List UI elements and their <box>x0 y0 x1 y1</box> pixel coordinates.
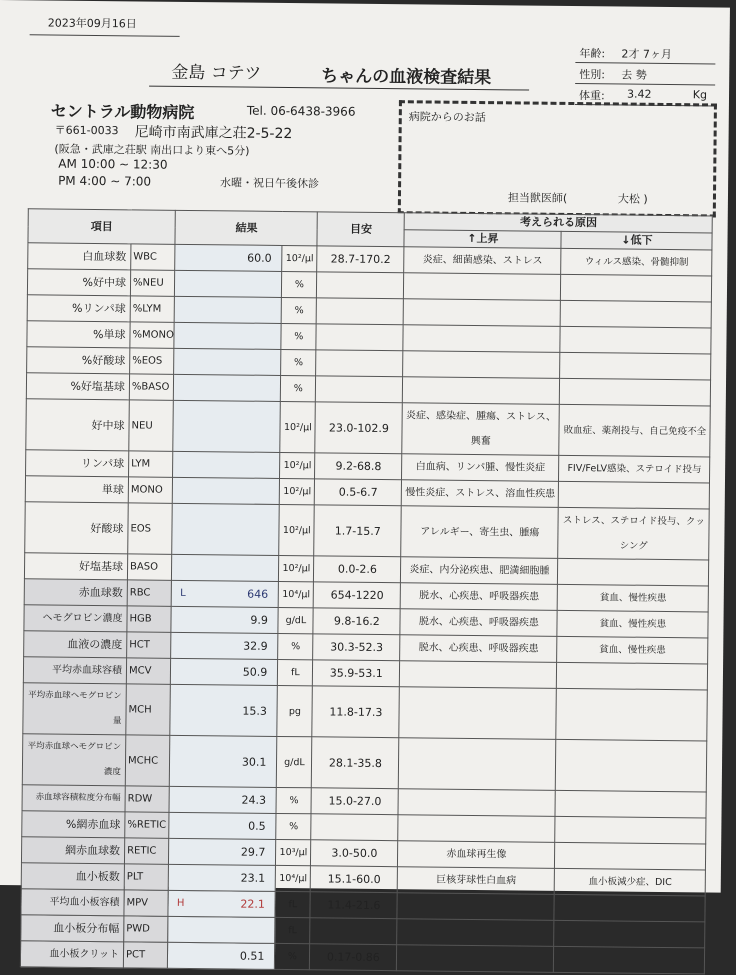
cause-increase <box>399 738 557 791</box>
cause-decrease <box>560 300 711 328</box>
header-ref: 目安 <box>317 212 404 247</box>
header-item: 項目 <box>28 209 176 245</box>
reference-range: 15.1-60.0 <box>311 866 398 893</box>
test-code: HGB <box>127 606 172 632</box>
test-code: NEU <box>129 400 174 451</box>
sex-value: 去 勢 <box>621 68 647 82</box>
result-cell <box>174 348 281 375</box>
reference-range: 15.0-27.0 <box>311 788 398 815</box>
cause-increase <box>397 893 554 921</box>
result-unit: 10²/μl <box>280 478 315 504</box>
report-title: ちゃんの血液検査結果 <box>321 66 492 89</box>
result-unit: fL <box>275 917 310 943</box>
test-name: 単球 <box>25 476 128 503</box>
cause-increase: 炎症、細菌感染、ストレス <box>404 247 561 275</box>
test-name: 白血球数 <box>28 243 131 270</box>
result-cell <box>175 270 282 297</box>
result-unit: fL <box>275 891 310 917</box>
cause-increase <box>403 377 560 405</box>
test-code: HCT <box>127 632 172 658</box>
cause-increase <box>398 789 555 817</box>
cause-increase <box>400 661 557 689</box>
reference-range: 11.8-17.3 <box>312 686 400 738</box>
test-code: PWD <box>124 916 169 942</box>
reference-range: 9.8-16.2 <box>313 608 400 635</box>
reference-range: 1.7-15.7 <box>314 505 402 557</box>
result-value: 50.9 <box>242 665 268 679</box>
result-cell <box>173 477 280 504</box>
test-name: 赤血球数 <box>24 579 127 606</box>
test-name: %リンパ球 <box>27 295 130 322</box>
doctor-name: 大松 ) <box>617 192 648 206</box>
report-date: 2023年09月16日 <box>47 16 137 31</box>
reference-range: 11.4-21.6 <box>310 892 397 919</box>
test-name: 血液の濃度 <box>24 631 127 658</box>
test-name: ヘモグロビン濃度 <box>24 605 127 632</box>
test-name: %好酸球 <box>27 347 130 374</box>
message-title: 病院からのお話 <box>408 110 486 125</box>
result-value: 29.7 <box>240 845 266 859</box>
test-code: %MONO <box>130 322 175 348</box>
test-code: RETIC <box>124 838 169 864</box>
reference-range <box>311 814 398 841</box>
test-name: 好酸球 <box>25 502 129 554</box>
header-up: ↑上昇 <box>404 230 561 249</box>
test-code: PLT <box>124 864 169 890</box>
table-row <box>25 502 710 560</box>
result-unit: 10⁴/μl <box>276 865 311 891</box>
cause-decrease <box>560 352 711 380</box>
result-value: 15.3 <box>242 704 267 718</box>
hours-am: AM 10:00 ~ 12:30 <box>58 156 168 172</box>
test-code: %RETIC <box>125 812 170 838</box>
cause-increase: アレルギー、寄生虫、腫瘍 <box>401 506 559 559</box>
test-code: MCH <box>126 684 171 735</box>
clinic-tel: Tel. 06-6438-3966 <box>246 103 356 119</box>
test-code: RDW <box>125 786 170 812</box>
result-cell <box>174 374 281 401</box>
result-cell <box>169 812 276 839</box>
result-cell <box>168 890 275 917</box>
result-unit: 10²/μl <box>280 401 316 452</box>
cause-increase <box>403 351 560 379</box>
result-value: 646 <box>247 587 269 601</box>
cause-increase: 炎症、感染症、腫瘍、ストレス、興奮 <box>402 403 560 456</box>
result-value: 60.0 <box>247 251 272 265</box>
cause-increase <box>403 325 560 353</box>
cause-decrease <box>558 558 709 586</box>
sex-label: 性別: <box>579 68 606 82</box>
patient-name: 金島 コテツ <box>171 62 262 84</box>
reference-range: 9.2-68.8 <box>315 453 402 480</box>
cause-decrease: ウィルス感染、骨髄抑制 <box>561 248 712 276</box>
cause-increase: 脱水、心疾患、呼吸器疾患 <box>401 583 558 611</box>
result-cell <box>172 503 280 555</box>
result-unit: % <box>275 943 310 969</box>
test-code: BASO <box>127 554 172 580</box>
result-value: 32.9 <box>243 639 268 653</box>
result-cell <box>174 322 281 349</box>
result-value: 22.1 <box>240 897 265 911</box>
test-name: 血小板クリット <box>20 941 123 968</box>
cause-decrease <box>561 274 712 302</box>
doctor-label: 担当獣医師( <box>507 191 568 205</box>
result-unit: g/dL <box>278 607 313 633</box>
test-code: WBC <box>131 244 176 270</box>
clinic-closed-days: 水曜・祝日午後休診 <box>220 176 320 191</box>
cause-increase: 脱水、心疾患、呼吸器疾患 <box>400 635 557 663</box>
table-row <box>26 399 711 457</box>
result-unit: 10²/μl <box>279 555 314 581</box>
clinic-name: セントラル動物病院 <box>50 101 195 123</box>
test-name: 平均血小板容積 <box>21 889 124 916</box>
result-cell <box>169 838 276 865</box>
header-down: ↓低下 <box>561 231 712 250</box>
result-cell <box>173 400 281 452</box>
result-value: 0.51 <box>239 949 265 963</box>
cause-decrease: 貧血、慢性疾患 <box>557 584 708 612</box>
clinic-hours <box>58 156 168 191</box>
result-cell <box>171 606 278 633</box>
test-name: リンパ球 <box>26 450 129 477</box>
test-name: %好中球 <box>27 269 130 296</box>
result-unit: 10²/μl <box>282 245 317 271</box>
cause-increase: 脱水、心疾患、呼吸器疾患 <box>400 609 557 637</box>
result-value: 24.3 <box>241 793 267 807</box>
reference-range <box>316 324 403 351</box>
cause-increase: 慢性炎症、ストレス、溶血性疾患 <box>402 480 559 508</box>
reference-range: 28.7-170.2 <box>317 246 404 273</box>
results-table <box>20 208 713 974</box>
age-label: 年齢: <box>579 47 606 61</box>
test-name: 平均赤血球ヘモグロビン濃度 <box>22 734 126 786</box>
result-unit: % <box>281 323 316 349</box>
patient-info <box>575 42 716 106</box>
weight-value: 3.42 <box>626 87 652 101</box>
age-value: 2才 7ヶ月 <box>621 47 673 62</box>
result-cell <box>175 244 282 271</box>
cause-increase: 炎症、内分泌疾患、肥満細胞腫 <box>401 557 558 585</box>
table-row <box>23 683 708 741</box>
test-name: 網赤血球数 <box>21 837 124 864</box>
test-code: %BASO <box>129 374 174 400</box>
reference-range: 0.0-2.6 <box>314 556 401 583</box>
abnormal-flag: L <box>180 587 186 599</box>
cause-increase <box>404 273 561 301</box>
cause-increase: 赤血球再生像 <box>398 841 555 869</box>
reference-range <box>316 376 403 403</box>
result-cell <box>172 580 279 607</box>
reference-range: 23.0-102.9 <box>315 402 403 454</box>
test-name: 赤血球容積粒度分布幅 <box>22 785 125 812</box>
cause-decrease: FIV/FeLV感染、ステロイド投与 <box>559 455 710 483</box>
result-value: 30.1 <box>241 755 267 769</box>
hours-pm: PM 4:00 ~ 7:00 <box>58 173 152 189</box>
cause-decrease <box>560 326 711 354</box>
header-result: 結果 <box>175 210 317 245</box>
test-name: 血小板分布幅 <box>21 915 124 942</box>
weight-label: 体重: <box>578 89 605 103</box>
test-name: 血小板数 <box>21 863 124 890</box>
cause-decrease <box>556 688 708 741</box>
result-unit: 10²/μl <box>279 504 315 555</box>
table-row <box>22 734 707 792</box>
test-code: %EOS <box>130 348 175 374</box>
result-unit: g/dL <box>277 736 313 787</box>
cause-decrease <box>557 662 708 690</box>
result-unit: % <box>276 813 311 839</box>
reference-range <box>317 272 404 299</box>
result-cell <box>171 632 278 659</box>
result-cell <box>174 296 281 323</box>
result-unit: 10⁴/μl <box>279 581 314 607</box>
header-causes: 考えられる原因 <box>404 213 712 233</box>
clinic-access: (阪急・武庫之荘駅 南出口より東へ5分) <box>54 142 250 158</box>
reference-range: 28.1-35.8 <box>312 737 400 789</box>
cause-decrease: 貧血、慢性疾患 <box>557 636 708 664</box>
reference-range: 0.5-6.7 <box>315 479 402 506</box>
cause-decrease: 敗血症、薬剤投与、自己免疫不全 <box>559 404 711 457</box>
result-cell <box>169 786 276 813</box>
cause-increase <box>398 815 555 843</box>
cause-decrease <box>555 790 706 818</box>
result-value: 0.5 <box>248 819 266 833</box>
test-name: %好塩基球 <box>26 373 129 400</box>
weight-unit: Kg <box>692 88 708 102</box>
result-cell <box>170 684 278 736</box>
cause-increase <box>403 299 560 327</box>
date-underline <box>30 34 180 37</box>
reference-range <box>316 350 403 377</box>
cause-decrease: 貧血、慢性疾患 <box>557 610 708 638</box>
cause-increase: 巨核芽球性白血病 <box>398 867 555 895</box>
cause-decrease <box>555 842 706 870</box>
test-name: 平均赤血球容積 <box>23 657 126 684</box>
result-cell <box>171 658 278 685</box>
reference-range <box>316 298 403 325</box>
result-cell <box>170 735 278 787</box>
reference-range: 0.17-0.86 <box>310 944 397 971</box>
cause-decrease <box>556 739 708 792</box>
cause-decrease <box>560 378 711 406</box>
cause-decrease <box>555 816 706 844</box>
cause-decrease <box>559 481 710 509</box>
result-unit: % <box>276 787 311 813</box>
result-cell <box>168 916 275 943</box>
test-code: EOS <box>128 503 173 554</box>
test-name: %単球 <box>27 321 130 348</box>
test-code: MCHC <box>125 735 170 786</box>
test-name: 好塩基球 <box>24 553 127 580</box>
result-unit: 10³/μl <box>276 839 311 865</box>
cause-increase <box>397 919 554 947</box>
clinic-postal: 〒661-0033 <box>54 123 119 138</box>
result-unit: % <box>281 297 316 323</box>
result-unit: pg <box>277 685 313 736</box>
test-name: 好中球 <box>26 399 130 451</box>
result-unit: % <box>278 633 313 659</box>
test-code: PCT <box>123 942 168 968</box>
cause-decrease <box>554 894 705 922</box>
test-code: %NEU <box>130 270 175 296</box>
test-code: MPV <box>124 890 169 916</box>
result-unit: % <box>281 375 316 401</box>
reference-range: 35.9-53.1 <box>313 660 400 687</box>
result-unit: % <box>282 271 317 297</box>
cause-increase <box>397 945 554 973</box>
test-code: MONO <box>128 477 173 503</box>
result-unit: % <box>281 349 316 375</box>
result-cell <box>172 554 279 581</box>
cause-increase: 白血病、リンパ腫、慢性炎症 <box>402 454 559 482</box>
result-unit: 10²/μl <box>280 452 315 478</box>
cause-decrease: 血小板減少症、DIC <box>555 868 706 896</box>
test-code: MCV <box>126 658 171 684</box>
result-value: 23.1 <box>240 871 266 885</box>
reference-range: 654-1220 <box>314 582 401 609</box>
clinic-address: 尼崎市南武庫之荘2-5-22 <box>134 124 293 143</box>
test-name: %網赤血球 <box>22 811 125 838</box>
cause-decrease <box>554 920 705 948</box>
result-value: 9.9 <box>250 613 268 627</box>
test-name: 平均赤血球ヘモグロビン量 <box>23 683 127 735</box>
reference-range: 3.0-50.0 <box>311 840 398 867</box>
result-cell <box>169 864 276 891</box>
result-unit: fL <box>278 659 313 685</box>
reference-range: 30.3-52.3 <box>313 634 400 661</box>
result-cell <box>168 942 275 969</box>
test-code: RBC <box>127 580 172 606</box>
cause-increase <box>399 687 557 740</box>
reference-range <box>310 918 397 945</box>
cause-decrease: ストレス、ステロイド投与、クッシング <box>558 507 710 560</box>
test-code: %LYM <box>130 296 175 322</box>
cause-decrease <box>554 946 705 974</box>
result-cell <box>173 451 280 478</box>
abnormal-flag: H <box>176 897 185 909</box>
test-code: LYM <box>129 451 174 477</box>
